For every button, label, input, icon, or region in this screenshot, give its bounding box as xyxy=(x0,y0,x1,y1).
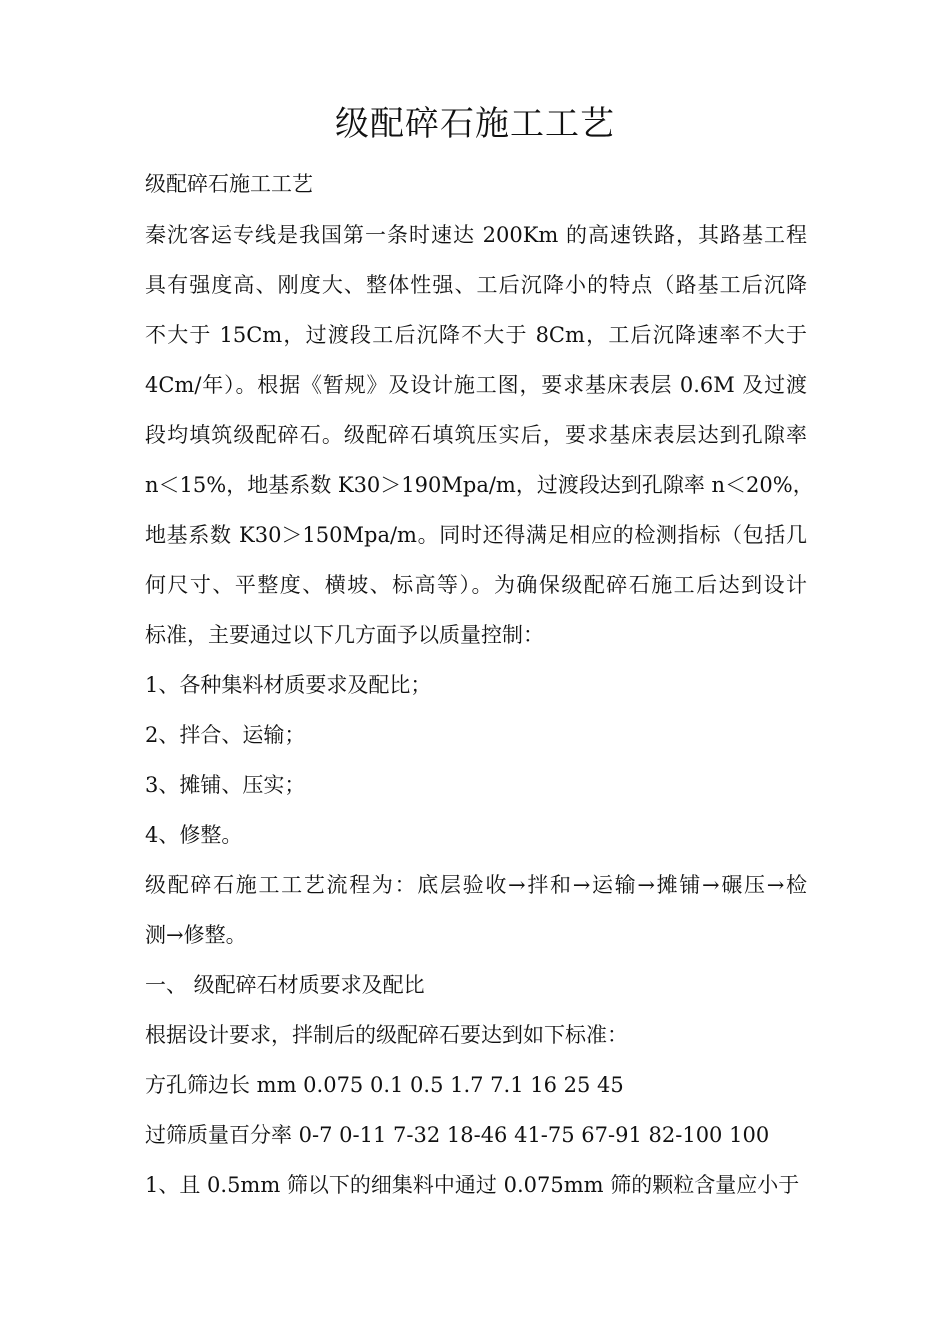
paragraph-line: 秦沈客运专线是我国第一条时速达 200Km 的高速铁路，其路基工程 xyxy=(145,223,807,247)
paragraph-line: n＜15%，地基系数 K30＞190Mpa/m，过渡段达到孔隙率 n＜20%， xyxy=(145,473,814,497)
subtitle-line: 级配碎石施工工艺 xyxy=(145,172,313,196)
paragraph-line: 标准，主要通过以下几方面予以质量控制： xyxy=(145,623,544,647)
paragraph-line: 1、且 0.5mm 筛以下的细集料中通过 0.075mm 筛的颗粒含量应小于 xyxy=(145,1173,800,1197)
list-item: 4、修整。 xyxy=(145,823,243,847)
paragraph-line: 具有强度高、刚度大、整体性强、工后沉降小的特点（路基工后沉降 xyxy=(145,273,807,297)
paragraph-line: 4Cm/年）。根据《暂规》及设计施工图，要求基床表层 0.6M 及过渡 xyxy=(145,373,807,397)
paragraph-line: 根据设计要求，拌制后的级配碎石要达到如下标准： xyxy=(145,1023,628,1047)
paragraph-line: 段均填筑级配碎石。级配碎石填筑压实后，要求基床表层达到孔隙率 xyxy=(145,423,807,447)
list-item: 3、摊铺、压实； xyxy=(145,773,306,797)
paragraph-line: 何尺寸、平整度、横坡、标高等）。为确保级配碎石施工后达到设计 xyxy=(145,573,807,597)
section-heading: 一、 级配碎石材质要求及配比 xyxy=(145,973,425,997)
document-title: 级配碎石施工工艺 xyxy=(335,104,615,144)
paragraph-line: 级配碎石施工工艺流程为：底层验收→拌和→运输→摊铺→碾压→检 xyxy=(145,873,807,897)
paragraph-line: 地基系数 K30＞150Mpa/m。同时还得满足相应的检测指标（包括几 xyxy=(145,523,807,547)
list-item: 2、拌合、运输； xyxy=(145,723,306,747)
sieve-size-row: 方孔筛边长 mm 0.075 0.1 0.5 1.7 7.1 16 25 45 xyxy=(145,1073,624,1097)
list-item: 1、各种集料材质要求及配比； xyxy=(145,673,432,697)
paragraph-line: 测→修整。 xyxy=(145,923,247,947)
paragraph-line: 不大于 15Cm，过渡段工后沉降不大于 8Cm，工后沉降速率不大于 xyxy=(145,323,807,347)
passing-percentage-row: 过筛质量百分率 0-7 0-11 7-32 18-46 41-75 67-91 82-100 100 xyxy=(145,1123,770,1147)
